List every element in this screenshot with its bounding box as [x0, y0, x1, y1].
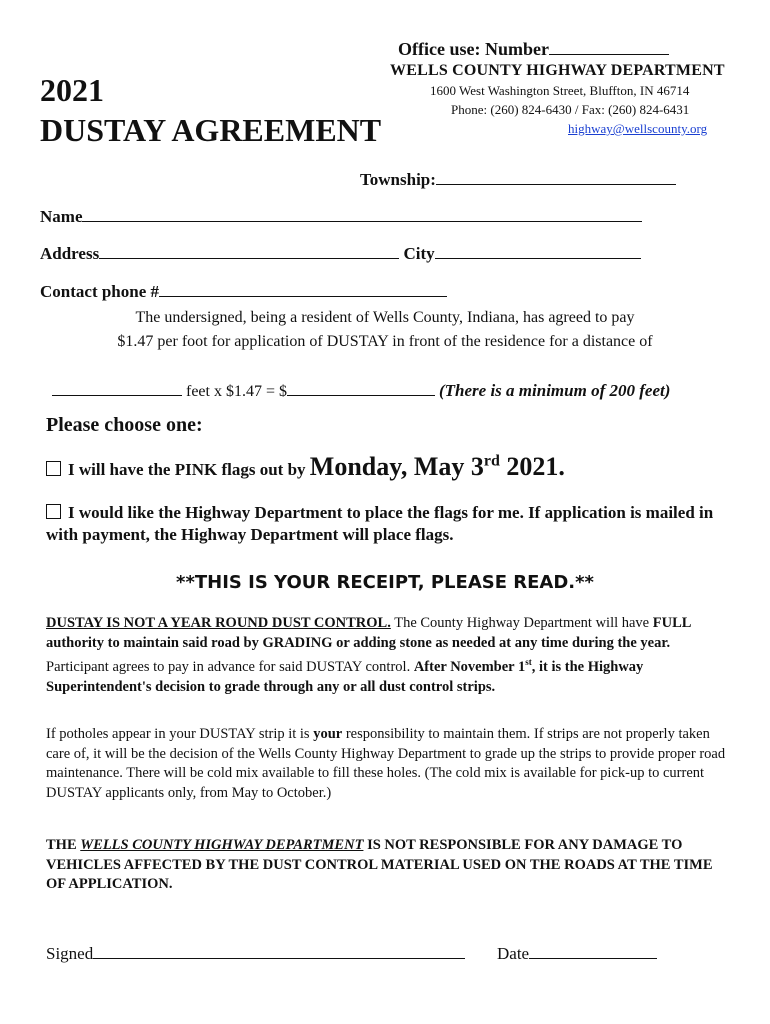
option-pink-flags[interactable] — [46, 452, 565, 482]
name-field[interactable] — [82, 205, 642, 222]
deadline-part-b: 2021. — [499, 452, 565, 481]
p2-text-d1: After November 1 — [413, 659, 526, 676]
agreement-text — [40, 306, 730, 354]
p3-your: your — [313, 726, 343, 742]
department-email-link[interactable]: highway@wellscounty.org — [568, 121, 708, 136]
signature-field[interactable] — [93, 942, 465, 959]
p4-text-b: IS NOT RESPONSIBLE FOR ANY DAMAGE TO VEHICLES AFFECTED BY THE DUST CONTROL MATERIAL USED ON THE ROADS AT THE TIME OF APPLICATION. — [46, 837, 713, 893]
contact-phone-field[interactable] — [159, 280, 447, 297]
name-row — [40, 205, 642, 227]
option1-text: I will have the PINK flags out by — [68, 460, 310, 479]
office-use-number — [398, 38, 669, 60]
choose-heading: Please choose one: — [46, 414, 203, 436]
p2-text-b: FULL authority to maintain said road by GRADING or adding stone as needed at any time during the year. — [46, 615, 691, 651]
department-name: WELLS COUNTY HIGHWAY DEPARTMENT — [390, 62, 725, 79]
cost-calculation-row — [52, 379, 670, 401]
office-use-label: Office use: Number — [398, 39, 549, 59]
p2-text-sup: st — [525, 657, 532, 668]
department-address: 1600 West Washington Street, Bluffton, IN 46714 — [430, 83, 690, 98]
option2-text: I would like the Highway Department to place the flags for me. If application is mailed in with payment, the Highway Department will place flags. — [46, 503, 714, 544]
p2-text-c: Participant agrees to pay in advance for said DUSTAY control. — [46, 659, 414, 676]
address-label: Address — [40, 244, 100, 263]
date-label: Date — [497, 944, 530, 963]
contact-phone-row — [40, 280, 447, 302]
office-number-field[interactable] — [549, 38, 669, 55]
receipt-heading: **THIS IS YOUR RECEIPT, PLEASE READ.** — [176, 572, 594, 593]
p4-text-a: THE — [46, 837, 81, 853]
city-field[interactable] — [435, 242, 641, 259]
signed-label: Signed — [46, 944, 94, 963]
township-label: Township: — [360, 170, 436, 189]
p3-text-a: If potholes appear in your DUSTAY strip it is — [46, 726, 314, 742]
liability-paragraph — [46, 836, 726, 895]
p4-dept-name: WELLS COUNTY HIGHWAY DEPARTMENT — [80, 837, 364, 853]
township-row — [360, 168, 676, 190]
date-field[interactable] — [529, 942, 657, 959]
calc-text: feet x $1.47 = $ — [182, 383, 287, 400]
total-amount-field[interactable] — [287, 379, 435, 396]
agreement-line-1: The undersigned, being a resident of Wells County, Indiana, has agreed to pay — [135, 309, 635, 326]
department-phone: Phone: (260) 824-6430 / Fax: (260) 824-6431 — [451, 102, 690, 117]
dustay-control-paragraph — [46, 614, 726, 697]
title-year: 2021 — [40, 72, 104, 108]
p2-text-a: The County Highway Department will have — [390, 615, 653, 631]
p2-text-d2: , it is the Highway Superintendent's decision to grade through any or all dust control strips. — [46, 659, 644, 695]
signature-row — [46, 942, 465, 964]
date-row — [497, 942, 657, 964]
option1-deadline — [310, 452, 565, 481]
address-field[interactable] — [99, 242, 399, 259]
agreement-line-2: $1.47 per foot for application of DUSTAY in front of the residence for a distance of — [117, 333, 653, 350]
potholes-paragraph — [46, 725, 726, 803]
page-title: DUSTAY AGREEMENT — [40, 112, 382, 148]
deadline-suffix: rd — [483, 452, 500, 470]
option2-checkbox[interactable] — [46, 504, 61, 519]
township-field[interactable] — [436, 168, 676, 185]
deadline-part-a: Monday, May 3 — [309, 452, 484, 481]
name-label: Name — [40, 207, 83, 226]
feet-field[interactable] — [52, 379, 182, 396]
address-row — [40, 242, 641, 264]
option1-checkbox[interactable] — [46, 461, 61, 476]
option-department-places-flags[interactable] — [46, 502, 726, 546]
dustay-notice-title: DUSTAY IS NOT A YEAR ROUND DUST CONTROL. — [46, 615, 391, 631]
city-label: City — [403, 244, 435, 263]
contact-phone-label: Contact phone # — [40, 282, 160, 301]
p3-text-b: responsibility to maintain them. If strips are not properly taken care of, it will be the decision of the Wells County Highway Department to grade up the strips to provide proper road maintenance. There will be cold mix available to fill these holes. (The cold mix is available for pick-up to current DUSTAY applicants only, from May to October.) — [46, 726, 726, 801]
minimum-note: (There is a minimum of 200 feet) — [439, 381, 671, 400]
